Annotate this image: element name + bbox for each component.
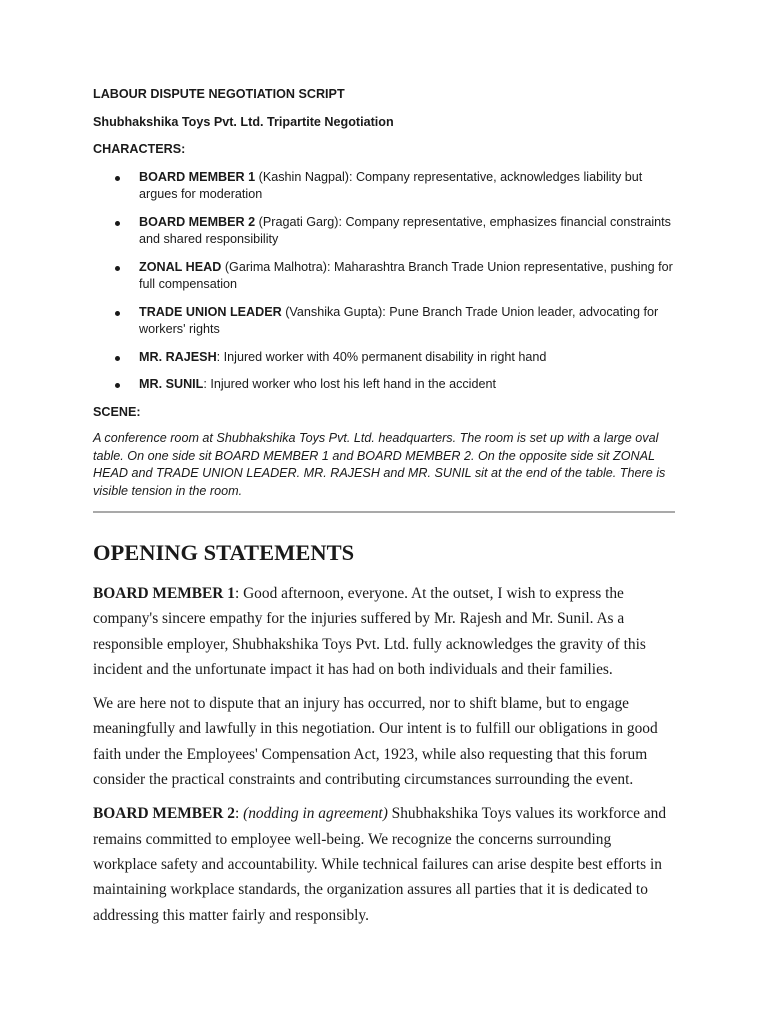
character-description: (Garima Malhotra): Maharashtra Branch Trade Union representative, pushing for full compensation	[139, 259, 673, 291]
section-heading: OPENING STATEMENTS	[93, 540, 355, 565]
list-item	[139, 169, 675, 204]
document-page	[93, 86, 675, 937]
list-item	[139, 349, 675, 367]
character-role: ZONAL HEAD	[139, 259, 222, 274]
bullet-icon	[115, 266, 120, 271]
character-role: BOARD MEMBER 1	[139, 169, 256, 184]
character-description: : Injured worker with 40% permanent disability in right hand	[216, 349, 547, 364]
character-description: (Pragati Garg): Company representative, emphasizes financial constraints and shared responsibility	[139, 214, 671, 246]
characters-list	[93, 169, 675, 394]
character-role: MR. RAJESH	[139, 349, 217, 364]
document-subtitle: Shubhakshika Toys Pvt. Ltd. Tripartite Negotiation	[93, 114, 394, 129]
scene-description: A conference room at Shubhakshika Toys Pvt. Ltd. headquarters. The room is set up with a large oval table. On one side sit BOARD MEMBER 1 and BOARD MEMBER 2. On the opposite side sit ZONAL HEAD and TRADE UNION LEADER. MR. RAJESH and MR. SUNIL sit at the end of the table. There is visible tension in the room.	[93, 431, 666, 498]
document-title: LABOUR DISPUTE NEGOTIATION SCRIPT	[93, 87, 345, 101]
bullet-icon	[115, 311, 120, 316]
speaker-separator: :	[234, 805, 244, 823]
character-role: MR. SUNIL	[139, 377, 204, 391]
dialogue-text: Good afternoon, everyone. At the outset, I wish to express the company's sincere empathy for the injuries suffered by Mr. Rajesh and Mr. Sunil. As a responsible employer, Shubhakshika Toys Pvt. Ltd. fully acknowledges the gravity of this incident and the unfortunate impact it has had on both individuals and their families.	[93, 585, 646, 678]
dialogue-paragraph	[93, 801, 675, 927]
character-role: BOARD MEMBER 2	[139, 214, 256, 229]
character-role: TRADE UNION LEADER	[139, 304, 282, 319]
list-item	[139, 259, 675, 294]
bullet-icon	[115, 383, 120, 388]
character-description: : Injured worker who lost his left hand in the accident	[203, 377, 496, 391]
speaker-name: BOARD MEMBER 2	[93, 805, 235, 823]
stage-direction: (nodding in agreement)	[243, 805, 388, 823]
list-item	[139, 304, 675, 339]
speaker-separator: :	[234, 585, 244, 602]
bullet-icon	[115, 176, 120, 181]
speaker-name: BOARD MEMBER 1	[93, 585, 235, 602]
character-description: (Vanshika Gupta): Pune Branch Trade Union leader, advocating for workers' rights	[139, 304, 659, 336]
horizontal-divider	[93, 511, 675, 513]
characters-label: CHARACTERS:	[93, 142, 186, 156]
dialogue-paragraph	[93, 581, 675, 682]
dialogue-paragraph	[93, 691, 675, 792]
bullet-icon	[115, 356, 120, 361]
character-description: (Kashin Nagpal): Company representative, acknowledges liability but argues for moderation	[139, 169, 643, 201]
bullet-icon	[115, 221, 120, 226]
list-item	[139, 214, 675, 249]
list-item	[139, 376, 675, 394]
dialogue-text: We are here not to dispute that an injury has occurred, nor to shift blame, but to engage meaningfully and lawfully in this negotiation. Our intent is to fulfill our obligations in good faith under the Employees' Compensation Act, 1923, while also requesting that this forum consider the practical constraints and contributing circumstances surrounding the event.	[93, 695, 658, 789]
scene-label: SCENE:	[93, 404, 141, 419]
dialogue-text: Shubhakshika Toys values its workforce and remains committed to employee well-being. We recognize the concerns surrounding workplace safety and accountability. While technical failures can arise despite best efforts in maintaining workplace standards, the organization assures all parties that it is dedicated to addressing this matter fairly and responsibly.	[93, 805, 667, 924]
